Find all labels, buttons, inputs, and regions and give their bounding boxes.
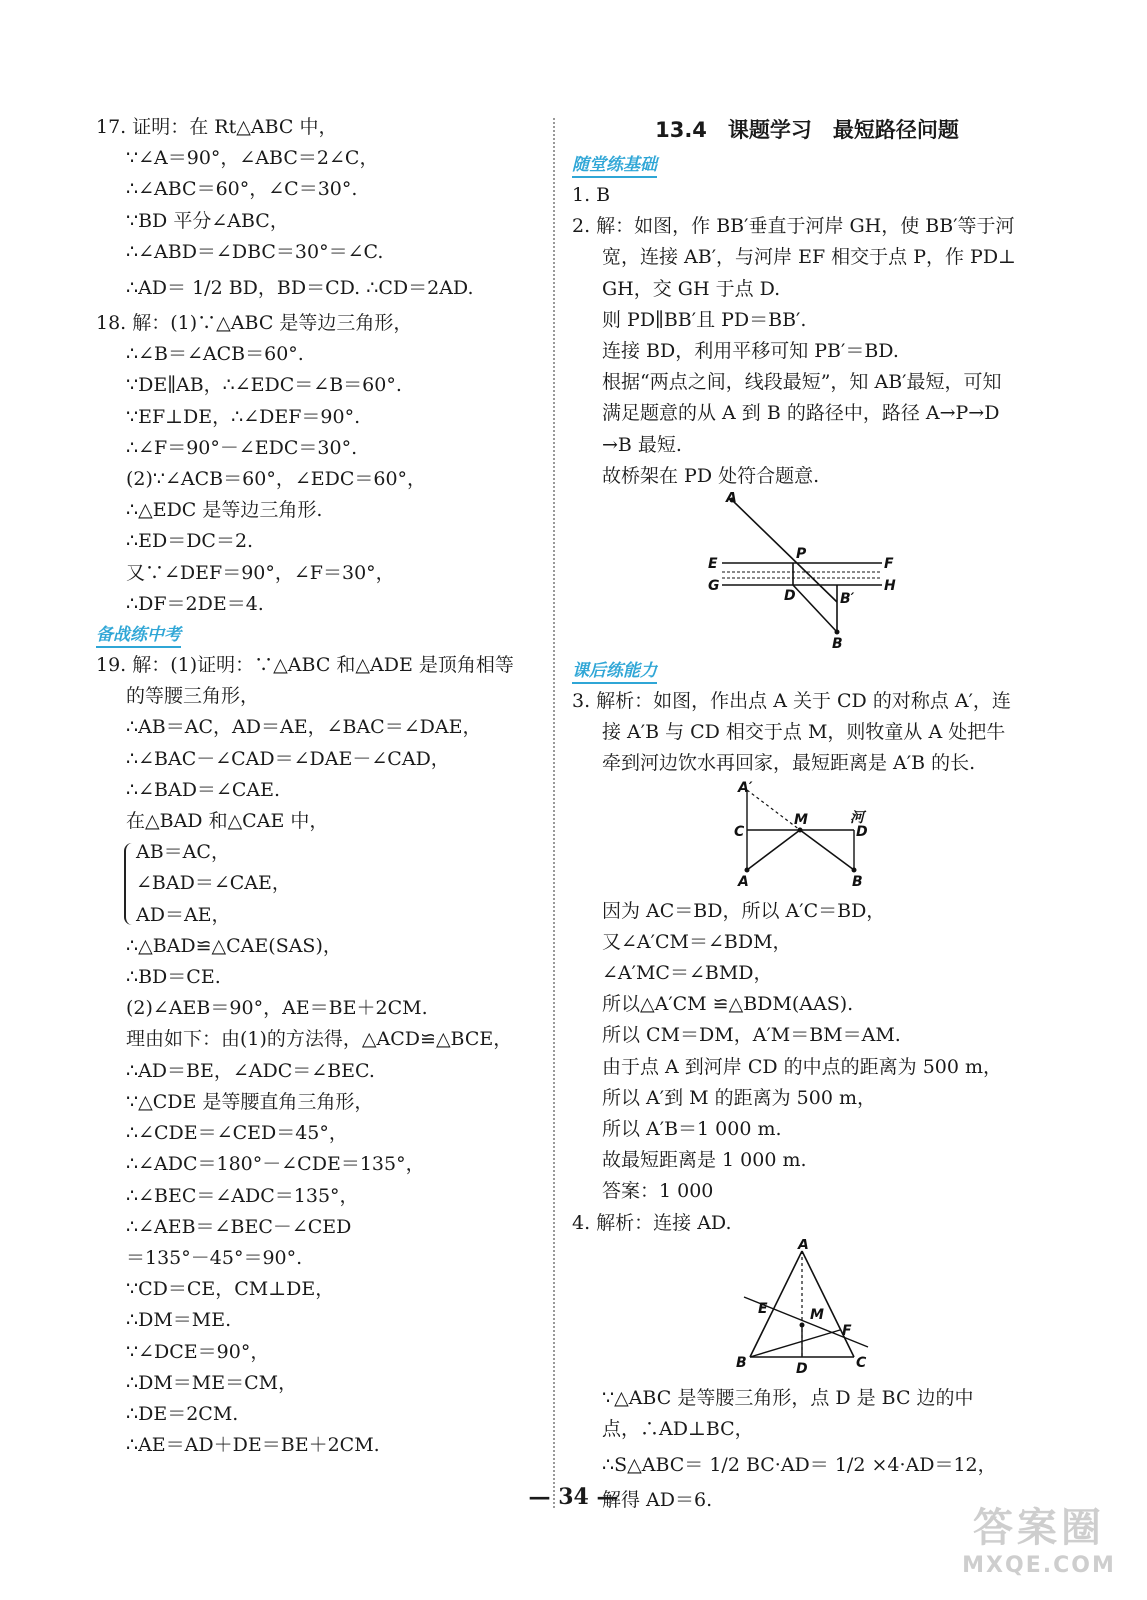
- label-C: C: [856, 1354, 867, 1371]
- text-line: ∴BD＝CE.: [126, 966, 221, 989]
- text-line: ∴∠ADC＝180°－∠CDE＝135°，: [126, 1153, 425, 1176]
- text-line: ∵CD＝CE，CM⊥DE，: [126, 1278, 335, 1301]
- text-line: ∵BD 平分∠ABC，: [126, 209, 289, 232]
- text-line: ∠A′MC＝∠BMD，: [602, 962, 773, 985]
- text-line: (2)∠AEB＝90°，AE＝BE＋2CM.: [126, 997, 428, 1020]
- left-column: [96, 112, 536, 1461]
- brace-system: [96, 837, 536, 931]
- label-A: A: [798, 1238, 809, 1253]
- river-diagram: [572, 780, 1042, 892]
- text-line: 所以△A′CM ≌△BDM(AAS).: [602, 993, 854, 1016]
- text-line: 2. 解：如图，作 BB′垂直于河岸 GH，使 BB′等于河: [572, 215, 1015, 238]
- text-line: 由于点 A 到河岸 CD 的中点的距离为 500 m，: [602, 1055, 1003, 1078]
- text-line: ∴∠ABD＝∠DBC＝30°＝∠C.: [126, 240, 384, 263]
- label-F: F: [884, 556, 894, 573]
- text-line: ∴∠BAC－∠CAD＝∠DAE－∠CAD，: [126, 747, 450, 770]
- answer-line: 答案：1 000: [602, 1180, 714, 1203]
- text-line: ∴AD＝BE，∠ADC＝∠BEC.: [126, 1059, 375, 1082]
- problem-17: [96, 112, 536, 308]
- label-river: 河: [850, 809, 864, 826]
- text-line: AB＝AC，: [136, 841, 230, 864]
- text-line: 所以 A′B＝1 000 m.: [602, 1118, 782, 1141]
- text-line: 又∠A′CM＝∠BDM，: [602, 930, 792, 953]
- text-line: ∴DM＝ME.: [126, 1309, 232, 1332]
- text-line: 18. 解：(1)∵△ABC 是等边三角形，: [96, 312, 413, 335]
- text-line: ∴AE＝AD＋DE＝BE＋2CM.: [126, 1434, 380, 1457]
- text-line: 17. 证明：在 Rt△ABC 中，: [96, 116, 338, 138]
- label-B: B: [832, 636, 843, 653]
- text-line: ∴∠BAD＝∠CAE.: [126, 778, 281, 801]
- right-column: [572, 112, 1042, 1516]
- bridge-diagram: [572, 492, 1042, 652]
- label-B-prime: B′: [840, 591, 855, 608]
- label-F: F: [842, 1322, 852, 1339]
- watermark-url: MXQE.COM: [962, 1553, 1116, 1578]
- page-number: — 34 —: [528, 1484, 619, 1510]
- text-line: 则 PD∥BB′且 PD＝BB′.: [602, 308, 807, 331]
- label-A: A: [726, 492, 737, 507]
- text-line: ∵DE∥AB，∴∠EDC＝∠B＝60°.: [126, 374, 402, 397]
- text-line: →B 最短.: [602, 433, 682, 456]
- text-line: ＝135°－45°＝90°.: [126, 1246, 303, 1269]
- text-line: ∵∠A＝90°，∠ABC＝2∠C，: [126, 147, 379, 170]
- text-line: ∴AD＝ 1/2 BD，BD＝CD. ∴CD＝2AD.: [126, 277, 474, 300]
- label-E: E: [708, 556, 718, 573]
- problem-3-solution: [572, 896, 1042, 1208]
- text-line: 3. 解析：如图，作出点 A 关于 CD 的对称点 A′，连: [572, 690, 1011, 713]
- column-divider: [553, 118, 555, 1508]
- text-line: 点，∴AD⊥BC，: [602, 1418, 754, 1441]
- label-P: P: [796, 546, 807, 563]
- text-line: ∴△BAD≌△CAE(SAS)，: [126, 934, 342, 957]
- text-line: 根据“两点之间，线段最短”，知 AB′最短，可知: [602, 371, 1002, 394]
- watermark-title: 答案圈: [973, 1505, 1105, 1551]
- text-line: ∴DM＝ME＝CM，: [126, 1371, 298, 1394]
- section-heading: 13.4 课题学习 最短路径问题: [655, 118, 959, 142]
- text-line: 解得 AD＝6.: [602, 1489, 713, 1512]
- text-line: 故最短距离是 1 000 m.: [602, 1149, 807, 1172]
- section-title-after-class: 课后练能力: [572, 660, 657, 684]
- text-line: GH，交 GH 于点 D.: [602, 277, 781, 300]
- text-line: 所以 A′到 M 的距离为 500 m，: [602, 1086, 876, 1109]
- label-B: B: [852, 873, 863, 890]
- text-line: ∴∠ABC＝60°，∠C＝30°.: [126, 178, 358, 201]
- label-D: D: [784, 588, 796, 605]
- text-line: 牵到河边饮水再回家，最短距离是 A′B 的长.: [602, 752, 976, 775]
- text-line: ∴△EDC 是等边三角形.: [126, 499, 323, 522]
- triangle-diagram: [572, 1239, 1042, 1379]
- text-line: ∵∠DCE＝90°，: [126, 1340, 270, 1363]
- section-title-exam-practice: 备战练中考: [96, 624, 181, 648]
- problem-19: [96, 650, 536, 1461]
- text-line: 连接 BD，利用平移可知 PB′＝BD.: [602, 340, 899, 363]
- text-line: 所以 CM＝DM，A′M＝BM＝AM.: [602, 1024, 901, 1047]
- bridge-figure: [572, 492, 1042, 656]
- problem-3: [572, 686, 1042, 780]
- watermark-logo: [949, 1504, 1129, 1590]
- text-line: ∴S△ABC＝ 1/2 BC·AD＝ 1/2 ×4·AD＝12，: [602, 1454, 997, 1477]
- triangle-figure: [572, 1239, 1042, 1383]
- text-line: 宽，连接 AB′，与河岸 EF 相交于点 P，作 PD⊥: [602, 246, 1016, 269]
- text-line: 故桥架在 PD 处符合题意.: [602, 464, 820, 487]
- label-E: E: [758, 1300, 768, 1317]
- label-A-prime: A′: [738, 779, 753, 796]
- text-line: 因为 AC＝BD，所以 A′C＝BD，: [602, 899, 886, 922]
- label-H: H: [884, 578, 896, 595]
- label-B: B: [736, 1354, 747, 1371]
- label-D: D: [796, 1360, 808, 1377]
- text-line: ∴∠B＝∠ACB＝60°.: [126, 343, 304, 366]
- text-line: ∴DF＝2DE＝4.: [126, 592, 264, 615]
- problem-18: [96, 308, 536, 620]
- text-line: 理由如下：由(1)的方法得，△ACD≌△BCE，: [126, 1028, 513, 1051]
- text-line: ∴∠F＝90°－∠EDC＝30°.: [126, 436, 358, 459]
- text-line: ∴DE＝2CM.: [126, 1402, 239, 1425]
- text-line: 1. B: [572, 184, 611, 206]
- left-brace: [124, 843, 136, 925]
- text-line: 接 A′B 与 CD 相交于点 M，则牧童从 A 处把牛: [602, 721, 1006, 744]
- text-line: ∵△CDE 是等腰直角三角形，: [126, 1090, 374, 1113]
- label-G: G: [708, 578, 720, 595]
- label-M: M: [794, 811, 808, 828]
- text-line: 的等腰三角形，: [126, 685, 260, 708]
- text-line: 又∵∠DEF＝90°，∠F＝30°，: [126, 561, 395, 584]
- text-line: ∵△ABC 是等腰三角形，点 D 是 BC 边的中: [602, 1386, 974, 1409]
- label-M: M: [810, 1306, 824, 1323]
- problem-2: [572, 211, 1042, 492]
- text-line: 满足题意的从 A 到 B 的路径中，路径 A→P→D: [602, 402, 1000, 425]
- text-line: 在△BAD 和△CAE 中，: [126, 810, 329, 833]
- text-line: (2)∵∠ACB＝60°，∠EDC＝60°，: [126, 468, 427, 491]
- text-line: 19. 解：(1)证明：∵△ABC 和△ADE 是顶角相等: [96, 654, 514, 677]
- text-line: ∵EF⊥DE，∴∠DEF＝90°.: [126, 405, 361, 428]
- river-figure: [572, 780, 1042, 896]
- text-line: ∴∠CDE＝∠CED＝45°，: [126, 1122, 348, 1145]
- text-line: ∴AB＝AC，AD＝AE，∠BAC＝∠DAE，: [126, 716, 482, 739]
- label-C: C: [734, 823, 745, 840]
- text-line: ∴∠AEB＝∠BEC－∠CED: [126, 1215, 352, 1238]
- label-A: A: [738, 873, 749, 890]
- text-line: AD＝AE，: [136, 903, 231, 926]
- text-line: ∴∠BEC＝∠ADC＝135°，: [126, 1184, 359, 1207]
- label-D: D: [856, 823, 868, 840]
- text-line: 4. 解析：连接 AD.: [572, 1211, 732, 1234]
- text-line: ∴ED＝DC＝2.: [126, 530, 254, 553]
- section-title-basic-practice: 随堂练基础: [572, 154, 657, 178]
- text-line: ∠BAD＝∠CAE，: [136, 872, 291, 895]
